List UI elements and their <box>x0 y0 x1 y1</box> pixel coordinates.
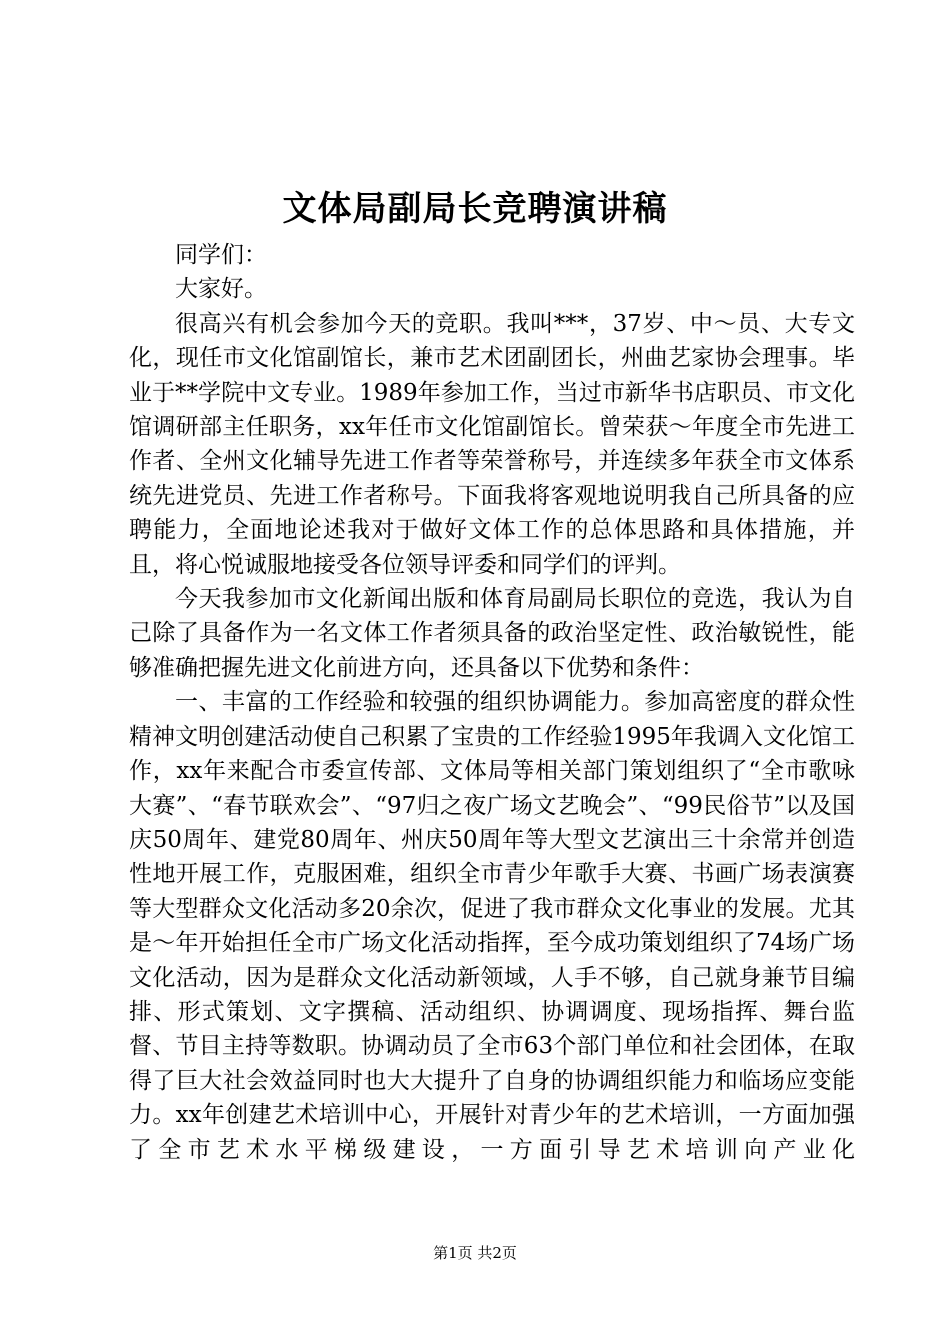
document-body <box>129 238 855 1167</box>
document-title: 文体局副局长竞聘演讲稿 <box>282 189 668 229</box>
paragraph-introduction: 很高兴有机会参加今天的竞职。我叫***，37岁、中～员、大专文化，现任市文化馆副馆长，兼市艺术团副团长，州曲艺家协会理事。毕业于**学院中文专业。1989年参加工作，当过市新华书店职员、市文化馆调研部主任职务，xx年任市文化馆副馆长。曾荣获～年度全市先进工作者、全州文化辅导先进工作者等荣誉称号，并连续多年获全市文体系统先进党员、先进工作者称号。下面我将客观地说明我自己所具备的应聘能力，全面地论述我对于做好文体工作的总体思路和具体措施，并且，将心悦诚服地接受各位领导评委和同学们的评判。 <box>129 310 855 578</box>
salutation: 同学们： <box>175 242 267 268</box>
greeting: 大家好。 <box>175 276 267 303</box>
page-indicator: 第1页 共2页 <box>433 1244 517 1262</box>
paragraph-experience: 一、丰富的工作经验和较强的组织协调能力。参加高密度的群众性精神文明创建活动使自己积累了宝贵的工作经验1995年我调入文化馆工作，xx年来配合市委宣传部、文体局等相关部门策划组织了“全市歌咏大赛”、“春节联欢会”、“97归之夜广场文艺晚会”、“99民俗节”以及国庆50周年、建党80周年、州庆50周年等大型文艺演出三十余常并创造性地开展工作，克服困难，组织全市青少年歌手大赛、书画广场表演赛等大型群众文化活动多20余次，促进了我市群众文化事业的发展。尤其是～年开始担任全市广场文化活动指挥，至今成功策划组织了74场广场文化活动，因为是群众文化活动新领域，人手不够，自己就身兼节目编排、形式策划、文字撰稿、活动组织、协调调度、现场指挥、舞台监督、节目主持等数职。协调动员了全市63个部门单位和社会团体，在取得了巨大社会效益同时也大大提升了自身的协调组织能力和临场应变能力。xx年创建艺术培训中心，开展针对青少年的艺术培训，一方面加强了全市艺术水平梯级建设，一方面引导艺术培训向产业化 <box>129 689 855 1163</box>
paragraph-candidacy: 今天我参加市文化新闻出版和体育局副局长职位的竞选，我认为自己除了具备作为一名文体工作者须具备的政治坚定性、政治敏锐性，能够准确把握先进文化前进方向，还具备以下优势和条件： <box>129 586 855 681</box>
